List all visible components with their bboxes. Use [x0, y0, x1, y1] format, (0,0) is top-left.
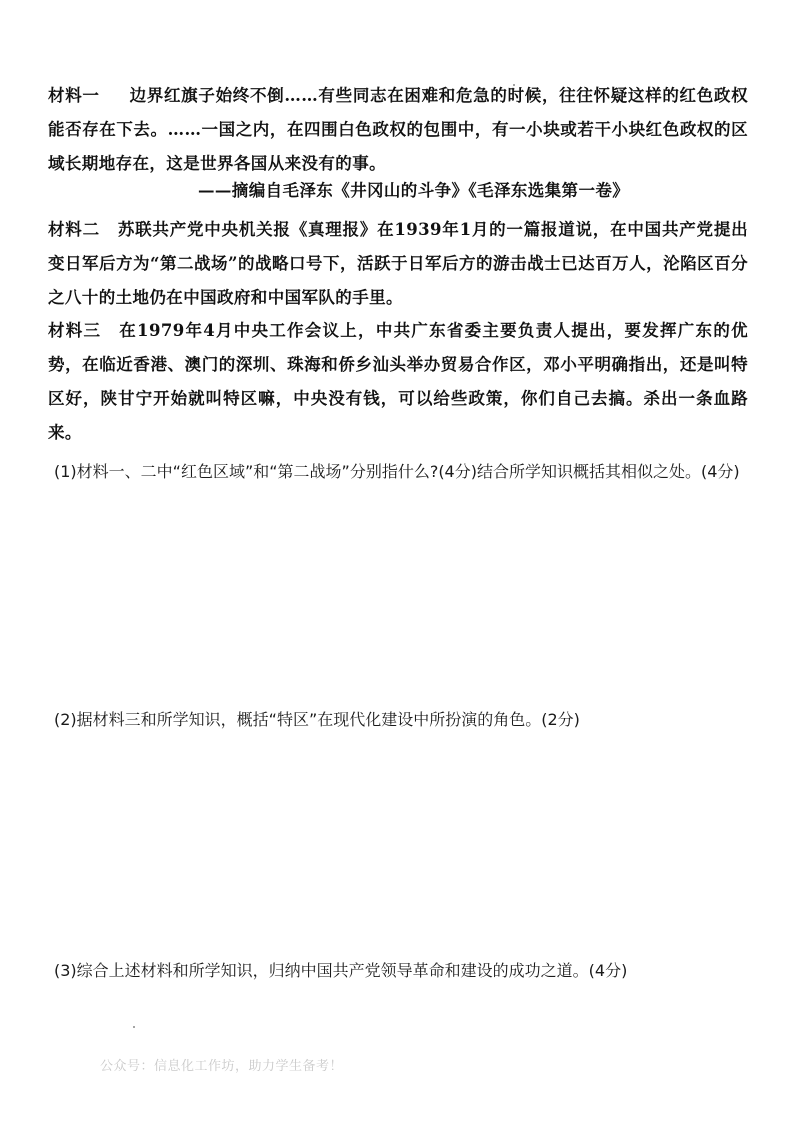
material-two-label: 材料二 — [48, 220, 100, 239]
material-one — [48, 79, 748, 181]
material-one-text: 边界红旗子始终不倒……有些同志在困难和危急的时候，往往怀疑这样的红色政权能否存在下去。……一国之内，在四围白色政权的包围中，有一小块或若干小块红色政权的区域长期地存在，这是世界各国从来没有的事。 — [48, 86, 749, 173]
question-one: (1)材料一、二中“红色区域”和“第二战场”分别指什么?(4分)结合所学知识概括其相似之处。(4分) — [54, 462, 740, 481]
material-three-text: 在1979年4月中央工作会议上，中共广东省委主要负责人提出，要发挥广东的优势，在临近香港、澳门的深圳、珠海和侨乡汕头举办贸易合作区，邓小平明确指出，还是叫特区好，陕甘宁开始就叫特区嘛，中央没有钱，可以给些政策，你们自己去搞。杀出一条血路来。 — [48, 321, 748, 442]
speck-mark — [513, 84, 515, 86]
material-two-text: 苏联共产党中央机关报《真理报》在1939年1月的一篇报道说，在中国共产党提出变日军后方为“第二战场”的战略口号下，活跃于日军后方的游击战士已达百万人，沦陷区百分之八十的土地仍在中国政府和中国军队的手里。 — [48, 220, 748, 307]
watermark-text: 公众号：信息化工作坊，助力学生备考！ — [100, 1059, 344, 1074]
question-three: (3)综合上述材料和所学知识，归纳中国共产党领导革命和建设的成功之道。(4分) — [54, 961, 628, 980]
material-two — [48, 213, 748, 315]
question-two: (2)据材料三和所学知识，概括“特区”在现代化建设中所扮演的角色。(2分) — [54, 710, 580, 729]
material-three-label: 材料三 — [48, 321, 102, 340]
material-one-source: ——摘编自毛泽东《井冈山的斗争》《毛泽东选集第一卷》 — [198, 181, 630, 200]
material-one-label: 材料一 — [48, 86, 100, 105]
material-three — [48, 314, 748, 450]
speck-mark — [133, 1026, 135, 1028]
